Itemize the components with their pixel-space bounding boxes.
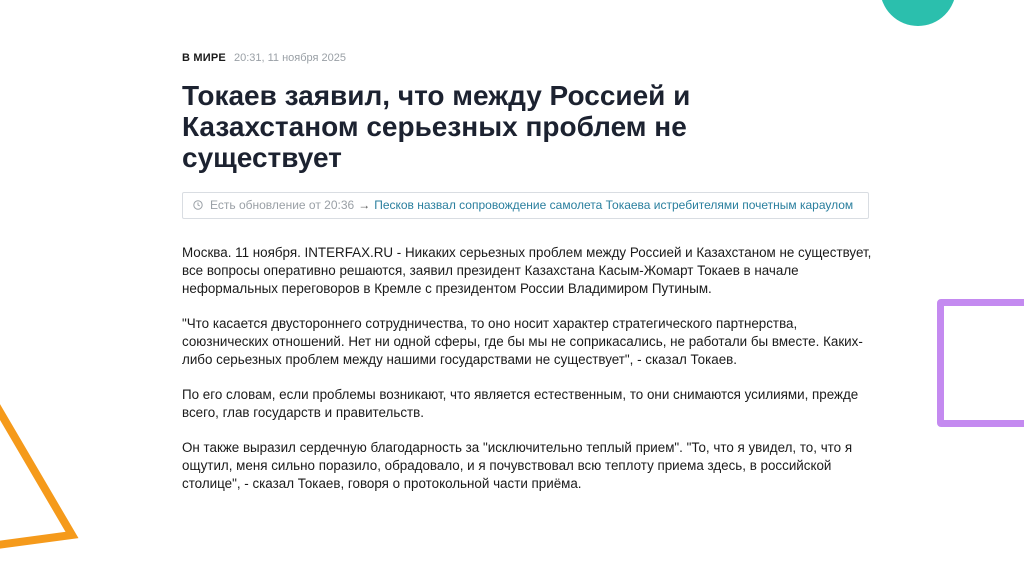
paragraph: Он также выразил сердечную благодарность за "исключительно теплый прием". "То, что я увидел, то, что я ощутил, меня сильно поразило, обрадовало, и я почувствовал всю теплоту приема здесь, в российской столице", - сказал Токаев, говоря о протокольной части приёма. bbox=[182, 440, 853, 491]
paragraph: "Что касается двустороннего сотрудничества, то оно носит характер стратегического партнерства, союзнических отношений. Нет ни одной сферы, где бы мы не соприкасались, не работали бы вместе. Каких-либо серьезных проблем между нашими государствами не существует", - сказал Токаев. bbox=[182, 316, 863, 367]
paragraph: Москва. 11 ноября. INTERFAX.RU - Никаких серьезных проблем между Россией и Казахстаном не существует, все вопросы оперативно решаются, заявил президент Казахстана Касым-Жомарт Токаев в начале неформальных переговоров в Кремле с президентом России Владимиром Путиным. bbox=[182, 245, 872, 296]
clock-icon bbox=[193, 200, 203, 210]
decorative-orange-triangle bbox=[0, 395, 90, 555]
decorative-purple-square bbox=[937, 299, 1024, 427]
update-prefix bbox=[193, 199, 354, 212]
update-notice bbox=[182, 192, 869, 219]
article-body bbox=[182, 244, 887, 493]
arrow-right-icon: → bbox=[358, 198, 371, 212]
news-article bbox=[182, 52, 892, 510]
update-time-label: Есть обновление от 20:36 bbox=[210, 198, 355, 212]
article-headline: Токаев заявил, что между Россией и Казахстаном серьезных проблем не существует bbox=[182, 80, 691, 173]
decorative-teal-circle bbox=[880, 0, 956, 26]
rubric-link[interactable]: В МИРЕ bbox=[182, 52, 226, 64]
publish-date: 20:31, 11 ноября 2025 bbox=[233, 52, 346, 64]
article-meta bbox=[182, 52, 892, 72]
paragraph: По его словам, если проблемы возникают, что является естественным, то они снимаются усилиями, прежде всего, глав государств и правительств. bbox=[182, 387, 859, 420]
update-link[interactable]: Песков назвал сопровождение самолета Токаева истребителями почетным караулом bbox=[374, 198, 854, 212]
